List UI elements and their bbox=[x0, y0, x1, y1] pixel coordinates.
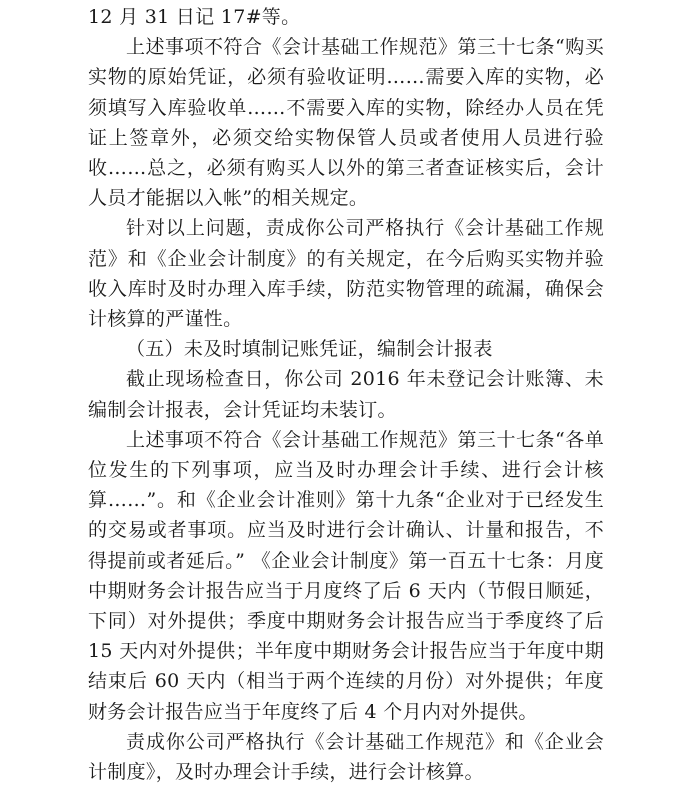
paragraph-inspection-finding: 截止现场检查日，你公司 2016 年未登记会计账簿、未编制会计报表，会计凭证均未装订。 bbox=[88, 368, 604, 421]
section-heading-5: （五）未及时填制记账凭证，编制会计报表 bbox=[126, 338, 493, 361]
paragraph-regulation-37-purchase: 上述事项不符合《会计基础工作规范》第三十七条“购买实物的原始凭证，必须有验收证明……需要入库的实物，必须填写入库验收单……不需要入库的实物，除经办人员在凭证上签章外，必须交给实物保管人员或者使用人员进行验收……总之，必须有购买人以外的第三者查证核实后，会计人员才能据以入帐”的相关规定。 bbox=[88, 36, 604, 210]
paragraph-regulation-citations: 上述事项不符合《会计基础工作规范》第三十七条“各单位发生的下列事项，应当及时办理会计手续、进行会计核算……”。和《企业会计准则》第十九条“企业对于已经发生的交易或者事项。应当及时进行会计确认、计量和报告，不得提前或者延后。” 《企业会计制度》第一百五十七条：月度中期财务会计报告应当于月度终了后 6 天内（节假日顺延，下同）对外提供；季度中期财务会计报告应当于季度终了后 15 天内对外提供；半年度中期财务会计报告应当于年度中期结束后 60 天内（相当于两个连续的月份）对外提供；年度财务会计报告应当于年度终了后 4 个月内对外提供。 bbox=[88, 428, 604, 723]
document-body bbox=[88, 2, 604, 787]
paragraph-remediation-accounting: 责成你公司严格执行《会计基础工作规范》和《企业会计制度》，及时办理会计手续，进行会计核算。 bbox=[88, 730, 604, 784]
paragraph-continuation: 12 月 31 日记 17#等。 bbox=[88, 6, 301, 28]
paragraph-remediation-inventory: 针对以上问题，责成你公司严格执行《会计基础工作规范》和《企业会计制度》的有关规定，在今后购买实物并验收入库时及时办理入库手续，防范实物管理的疏漏，确保会计核算的严谨性。 bbox=[88, 217, 604, 331]
